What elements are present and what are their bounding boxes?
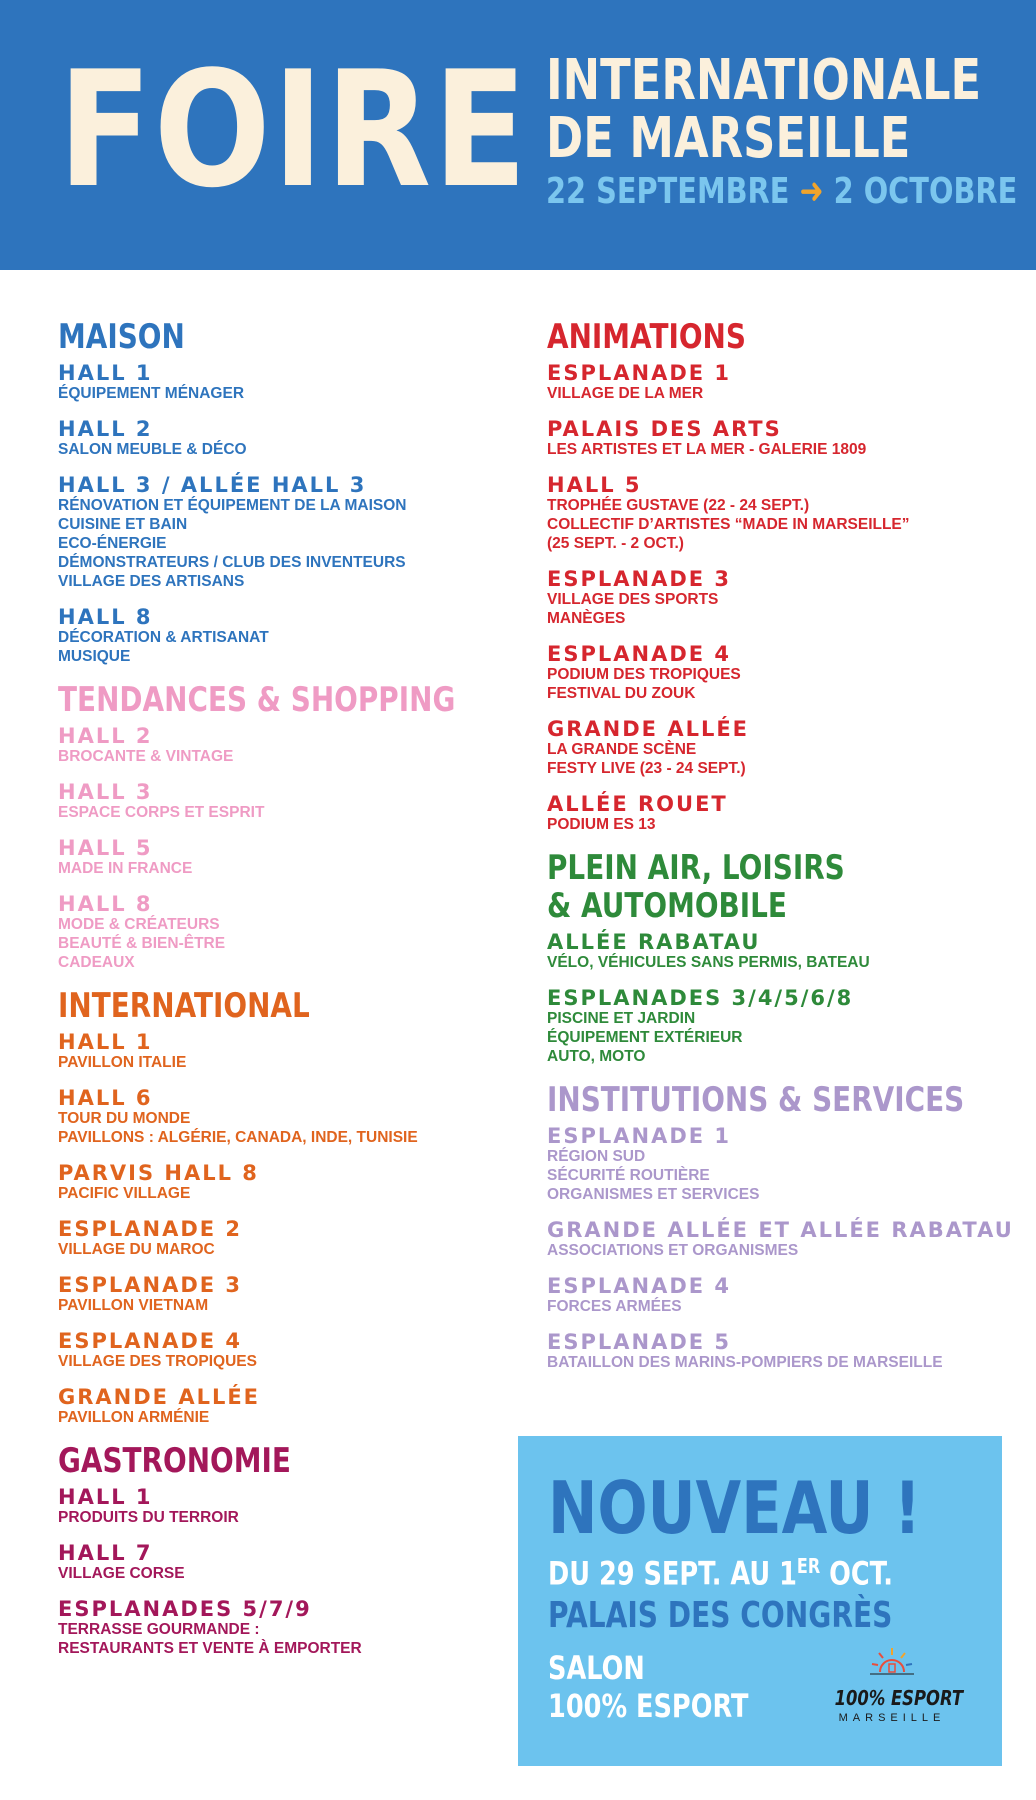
- section-plein-air-loisirs: [547, 849, 1007, 1066]
- activity-line: LA GRANDE SCÈNE: [547, 741, 697, 758]
- location-label: ESPLANADE 4: [58, 1329, 243, 1353]
- list-item: [58, 1031, 518, 1072]
- activity-line: AUTO, MOTO: [547, 1048, 646, 1065]
- location-label: GRANDE ALLÉE: [547, 717, 750, 741]
- activity-line: VILLAGE DES TROPIQUES: [58, 1353, 257, 1370]
- salon-line-1: SALON: [548, 1649, 645, 1687]
- list-item: [547, 1218, 1014, 1260]
- arrow-right-icon: ➜: [799, 171, 824, 212]
- location-label: ESPLANADE 4: [547, 1274, 732, 1298]
- activity-line: PAVILLON ARMÉNIE: [58, 1409, 210, 1426]
- activity-line: PACIFIC VILLAGE: [58, 1185, 191, 1202]
- nouveau-dates-sup: ER: [796, 1554, 821, 1578]
- list-item: [547, 793, 1007, 834]
- location-label: ALLÉE RABATAU: [547, 930, 761, 954]
- section-title: TENDANCES & SHOPPING: [58, 680, 456, 720]
- nouveau-title: NOUVEAU !: [548, 1466, 921, 1550]
- location-label: HALL 2: [58, 724, 153, 748]
- activity-line: ÉQUIPEMENT MÉNAGER: [58, 385, 245, 402]
- logo-sub: MARSEILLE: [838, 1712, 946, 1724]
- activity-line: RESTAURANTS ET VENTE À EMPORTER: [58, 1640, 362, 1657]
- activity-line: ESPACE CORPS ET ESPRIT: [58, 804, 265, 821]
- activity-line: CUISINE ET BAIN: [58, 516, 188, 533]
- section-maison: [58, 318, 518, 666]
- activity-line: (25 SEPT. - 2 OCT.): [547, 535, 684, 552]
- list-item: [547, 568, 1007, 628]
- location-label: PARVIS HALL 8: [58, 1161, 259, 1185]
- list-item: [58, 474, 518, 591]
- activity-line: ORGANISMES ET SERVICES: [547, 1186, 760, 1203]
- activity-line: PODIUM ES 13: [547, 816, 656, 833]
- section-title: MAISON: [58, 317, 185, 357]
- location-label: HALL 5: [547, 473, 642, 497]
- activity-line: RÉNOVATION ET ÉQUIPEMENT DE LA MAISON: [58, 497, 407, 514]
- list-item: [58, 606, 518, 666]
- activity-line: ASSOCIATIONS ET ORGANISMES: [547, 1242, 799, 1259]
- section-title: PLEIN AIR, LOISIRS: [547, 848, 845, 888]
- list-item: [58, 418, 518, 459]
- section-tendances-shopping: [58, 681, 518, 972]
- location-label: HALL 5: [58, 836, 153, 860]
- activity-line: LES ARTISTES ET LA MER - GALERIE 1809: [547, 441, 867, 458]
- section-institutions-services: [547, 1080, 1014, 1372]
- activity-line: BATAILLON DES MARINS-POMPIERS DE MARSEILLE: [547, 1354, 943, 1371]
- list-item: [547, 474, 1007, 553]
- list-item: [547, 1125, 1007, 1204]
- activity-line: PISCINE ET JARDIN: [547, 1010, 696, 1027]
- nouveau-box: [518, 1436, 1002, 1766]
- list-item: [58, 781, 518, 822]
- activity-line: PODIUM DES TROPIQUES: [547, 666, 741, 683]
- header-line-internationale: INTERNATIONALE: [546, 48, 982, 113]
- location-label: ESPLANADE 3: [58, 1273, 243, 1297]
- activity-line: SÉCURITÉ ROUTIÈRE: [547, 1167, 710, 1184]
- list-item: [547, 362, 1007, 403]
- esport-logo: [822, 1646, 962, 1736]
- list-item: [58, 1087, 518, 1147]
- section-title-line-2: & AUTOMOBILE: [547, 886, 787, 926]
- list-item: [58, 1274, 518, 1315]
- activity-line: COLLECTIF D’ARTISTES “MADE IN MARSEILLE”: [547, 516, 910, 533]
- location-label: ESPLANADE 5: [547, 1330, 732, 1354]
- activity-line: PAVILLON VIETNAM: [58, 1297, 209, 1314]
- list-item: [547, 643, 1007, 703]
- activity-line: FESTIVAL DU ZOUK: [547, 685, 696, 702]
- nouveau-dates: [548, 1548, 893, 1592]
- header-line-marseille: DE MARSEILLE: [546, 106, 911, 171]
- activity-line: DÉCORATION & ARTISANAT: [58, 629, 269, 646]
- activity-line: ECO-ÉNERGIE: [58, 535, 167, 552]
- foire-title: FOIRE: [58, 36, 529, 223]
- list-item: [58, 1542, 518, 1583]
- sun-icon: [870, 1646, 914, 1680]
- activity-line: ÉQUIPEMENT EXTÉRIEUR: [547, 1029, 743, 1046]
- list-item: [547, 1331, 1007, 1372]
- activity-line: VILLAGE DE LA MER: [547, 385, 704, 402]
- list-item: [547, 931, 1007, 972]
- activity-line: FORCES ARMÉES: [547, 1298, 682, 1315]
- activity-line: MODE & CRÉATEURS: [58, 916, 220, 933]
- location-label: HALL 3 / ALLÉE HALL 3: [58, 473, 367, 497]
- activity-line: VILLAGE DES ARTISANS: [58, 573, 245, 590]
- activity-line: VÉLO, VÉHICULES SANS PERMIS, BATEAU: [547, 954, 870, 971]
- location-label: ESPLANADE 4: [547, 642, 732, 666]
- location-label: GRANDE ALLÉE ET ALLÉE RABATAU: [547, 1218, 1014, 1242]
- list-item: [58, 1486, 518, 1527]
- activity-line: VILLAGE DU MAROC: [58, 1241, 215, 1258]
- section-gastronomie: [58, 1442, 518, 1658]
- activity-line: BROCANTE & VINTAGE: [58, 748, 234, 765]
- list-item: [58, 1386, 518, 1427]
- location-label: ESPLANADES 5/7/9: [58, 1597, 312, 1621]
- location-label: HALL 6: [58, 1086, 153, 1110]
- activity-line: TROPHÉE GUSTAVE (22 - 24 SEPT.): [547, 497, 810, 514]
- list-item: [58, 837, 518, 878]
- list-item: [547, 418, 1007, 459]
- list-item: [547, 987, 1007, 1066]
- location-label: HALL 3: [58, 780, 153, 804]
- location-label: HALL 1: [58, 1485, 153, 1509]
- activity-line: TERRASSE GOURMANDE :: [58, 1621, 260, 1638]
- activity-line: PAVILLON ITALIE: [58, 1054, 187, 1071]
- location-label: GRANDE ALLÉE: [58, 1385, 261, 1409]
- location-label: HALL 1: [58, 1030, 153, 1054]
- left-column: [58, 318, 518, 1673]
- activity-line: FESTY LIVE (23 - 24 SEPT.): [547, 760, 746, 777]
- location-label: ESPLANADES 3/4/5/6/8: [547, 986, 854, 1010]
- list-item: [58, 1598, 518, 1658]
- location-label: ALLÉE ROUET: [547, 792, 728, 816]
- list-item: [58, 1218, 518, 1259]
- list-item: [547, 1275, 1007, 1316]
- activity-line: BEAUTÉ & BIEN-ÊTRE: [58, 935, 226, 952]
- section-title: INSTITUTIONS & SERVICES: [547, 1080, 965, 1120]
- location-label: ESPLANADE 2: [58, 1217, 243, 1241]
- logo-name: 100% ESPORT: [834, 1686, 964, 1710]
- list-item: [58, 362, 518, 403]
- location-label: HALL 2: [58, 417, 153, 441]
- section-title: ANIMATIONS: [547, 317, 746, 357]
- list-item: [58, 893, 518, 972]
- salon-line-2: 100% ESPORT: [548, 1687, 749, 1725]
- section-title: INTERNATIONAL: [58, 986, 310, 1026]
- date-end: 2 OCTOBRE: [833, 171, 1018, 212]
- activity-line: DÉMONSTRATEURS / CLUB DES INVENTEURS: [58, 554, 406, 571]
- list-item: [58, 725, 518, 766]
- list-item: [58, 1330, 518, 1371]
- location-label: ESPLANADE 3: [547, 567, 732, 591]
- activity-line: VILLAGE DES SPORTS: [547, 591, 719, 608]
- activity-line: RÉGION SUD: [547, 1148, 646, 1165]
- activity-line: TOUR DU MONDE: [58, 1110, 191, 1127]
- location-label: HALL 1: [58, 361, 153, 385]
- section-international: [58, 987, 518, 1427]
- right-column: [547, 317, 1014, 1387]
- location-label: HALL 7: [58, 1541, 153, 1565]
- activity-line: VILLAGE CORSE: [58, 1565, 185, 1582]
- nouveau-dates-prefix: DU 29 SEPT. AU 1: [548, 1554, 797, 1593]
- location-label: HALL 8: [58, 605, 153, 629]
- list-item: [58, 1162, 518, 1203]
- section-title: GASTRONOMIE: [58, 1441, 291, 1481]
- location-label: PALAIS DES ARTS: [547, 417, 782, 441]
- activity-line: SALON MEUBLE & DÉCO: [58, 441, 247, 458]
- date-start: 22 SEPTEMBRE: [546, 171, 790, 212]
- header-banner: [0, 0, 1036, 270]
- activity-line: CADEAUX: [58, 954, 135, 971]
- location-label: ESPLANADE 1: [547, 1124, 732, 1148]
- nouveau-dates-suffix: OCT.: [820, 1554, 893, 1593]
- nouveau-venue: PALAIS DES CONGRÈS: [548, 1595, 893, 1636]
- activity-line: MADE IN FRANCE: [58, 860, 193, 877]
- activity-line: MANÈGES: [547, 610, 626, 627]
- location-label: HALL 8: [58, 892, 153, 916]
- activity-line: PAVILLONS : ALGÉRIE, CANADA, INDE, TUNISIE: [58, 1129, 418, 1146]
- list-item: [547, 718, 1007, 778]
- section-animations: [547, 318, 1007, 834]
- activity-line: PRODUITS DU TERROIR: [58, 1509, 239, 1526]
- header-dates: [546, 172, 1017, 212]
- location-label: ESPLANADE 1: [547, 361, 732, 385]
- activity-line: MUSIQUE: [58, 648, 131, 665]
